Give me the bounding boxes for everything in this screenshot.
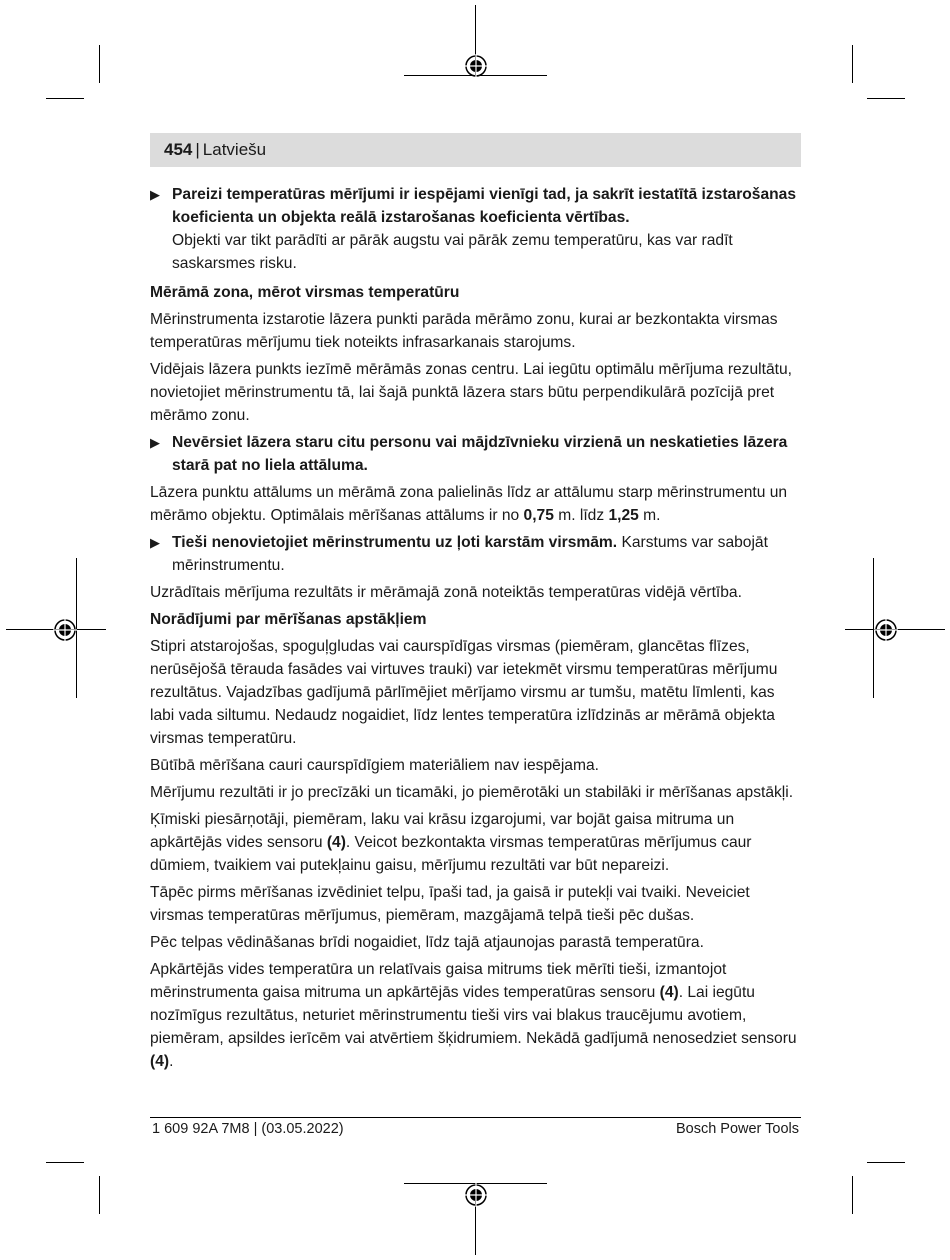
crop-mark [46,1162,84,1163]
page-header-text [164,140,266,160]
paragraph: Būtībā mērīšana cauri caurspīdīgiem materiāliem nav iespējama. [150,757,599,774]
paragraph [150,958,801,1073]
paragraph: Mērījumu rezultāti ir jo precīzāki un ticamāki, jo piemērotāki un stabilāki ir mērīšanas apstākļi. [150,784,794,801]
crop-mark [99,1176,100,1214]
footer-divider [150,1117,801,1118]
sensor-reference: (4) [659,984,679,1001]
crop-mark [867,98,905,99]
warning-item [150,431,801,477]
paragraph: Stipri atstarojošas, spoguļgludas vai caurspīdīgas virsmas (piemēram, glancētas flīzes, nerūsējošā tērauda fasādes vai virtuves trauki) var ietekmēt virsmu temperatūras mērījumu rezultātus. Vajadzības gadījumā pārlīmējiet mērījamo virsmu ar tumšu, matētu līmlenti, kas labi vada siltumu. Nedaudz nogaidiet, līdz lentes temperatūra izlīdzinās ar mērāmā objekta virsmas temperatūru. [150,638,778,747]
header-separator: | [195,140,200,159]
paragraph: Vidējais lāzera punkts iezīmē mērāmās zonas centru. Lai iegūtu optimālu mērījuma rezultātu, novietojiet mērinstrumentu tā, lai šajā punktā lāzera stars būtu perpendikulārā pozīcijā pret mērāmo zonu. [150,361,792,424]
distance-max: 1,25 [608,507,639,524]
page-header [150,133,801,167]
paragraph-text: Apkārtējās vides temperatūra un relatīvais gaisa mitrums tiek mērīti tieši, izmantojot mērinstrumenta gaisa mitruma un apkārtējās vides temperatūras sensoru [150,961,727,1001]
registration-target-icon [874,618,898,642]
crop-mark [852,1176,853,1214]
paragraph: Uzrādītais mērījuma rezultāts ir mērāmajā zonā noteiktās temperatūras vidējā vērtība. [150,584,742,601]
section-heading: Norādījumi par mērīšanas apstākļiem [150,611,427,628]
paragraph-text: m. [638,507,661,524]
crop-mark [99,45,100,83]
paragraph [150,808,801,877]
sensor-reference: (4) [150,1053,170,1070]
page-number: 454 [164,140,193,159]
registration-target-icon [464,1183,488,1207]
paragraph [150,481,801,527]
paragraph-text: . [169,1053,174,1070]
warning-item [150,531,801,577]
crop-mark [46,98,84,99]
warning-text: Karstums var sabojāt mērinstrumentu. [172,534,768,574]
warning-triangle-icon: ▶ [150,535,160,550]
paragraph-text: Lāzera punktu attālums un mērāmā zona palielinās līdz ar attālumu starp mērinstrumentu un mērāmo objektu. Optimālais mērīšanas attālums ir no [150,484,788,524]
warning-text: Objekti var tikt parādīti ar pārāk augstu vai pārāk zemu temperatūru, kas var radīt saskarsmes risku. [172,232,733,272]
warning-text-bold: Nevērsiet lāzera staru citu personu vai mājdzīvnieku virzienā un neskatieties lāzera starā pat no liela attāluma. [172,434,788,474]
paragraph: Pēc telpas vēdināšanas brīdi nogaidiet, līdz tajā atjaunojas parastā temperatūra. [150,934,704,951]
warning-triangle-icon: ▶ [150,187,160,202]
distance-min: 0,75 [523,507,554,524]
page-content [150,183,801,1077]
paragraph: Mērinstrumenta izstarotie lāzera punkti parāda mērāmo zonu, kurai ar bezkontakta virsmas temperatūras mērījumu tiek noteikts infrasarkanais starojums. [150,311,778,351]
paragraph-text: . Lai iegūtu nozīmīgus rezultātus, neturiet mērinstrumentu tieši virs vai blakus traucējumu avotiem, piemēram, apsildes ierīcēm vai atvērtiem šķidrumiem. Nekādā gadījumā nenosedziet sensoru [150,984,797,1047]
paragraph-text: m. līdz [553,507,609,524]
crop-mark [867,1162,905,1163]
warning-triangle-icon: ▶ [150,435,160,450]
sensor-reference: (4) [326,834,346,851]
warning-item [150,183,801,275]
paragraph-text: . Veicot bezkontakta virsmas temperatūras mērījumus caur dūmiem, tvaikiem vai putekļainu gaisu, mērījumu rezultāti var būt nepareizi. [150,834,752,874]
registration-target-icon [464,54,488,78]
crop-mark [852,45,853,83]
section-heading: Mērāmā zona, mērot virsmas temperatūru [150,284,460,301]
registration-target-icon [53,618,77,642]
warning-text-bold: Tieši nenovietojiet mērinstrumentu uz ļoti karstām virsmām. [172,534,618,551]
language-label: Latviešu [202,140,267,159]
warning-text-bold: Pareizi temperatūras mērījumi ir iespējami vienīgi tad, ja sakrīt iestatītā izstarošanas koeficienta un objekta reālā izstarošanas koeficienta vērtības. [172,186,797,226]
footer-doc-id: 1 609 92A 7M8 | (03.05.2022) [152,1121,344,1137]
paragraph: Tāpēc pirms mērīšanas izvēdiniet telpu, īpaši tad, ja gaisā ir putekļi vai tvaiki. Neveiciet virsmas temperatūras mērījumus, piemēram, mazgājamā telpā tieši pēc dušas. [150,884,750,924]
footer-brand: Bosch Power Tools [675,1121,799,1137]
paragraph-text: Ķīmiski piesārņotāji, piemēram, laku vai krāsu izgarojumi, var bojāt gaisa mitruma un apkārtējās vides sensoru [150,811,735,851]
